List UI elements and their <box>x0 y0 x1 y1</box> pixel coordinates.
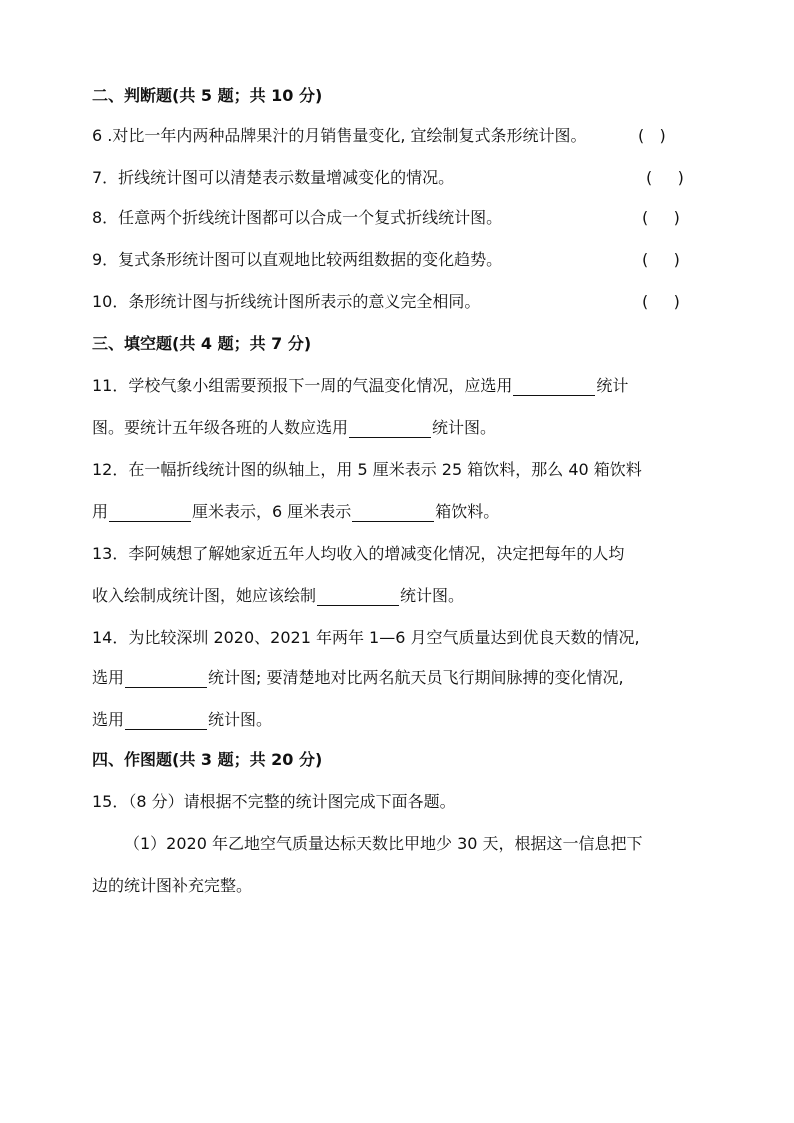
question-14-line-2 <box>92 668 624 688</box>
answer-paren-9[interactable]: ( ) <box>642 250 680 269</box>
question-15-sub1-line-2: 边的统计图补充完整。 <box>92 876 253 895</box>
answer-blank-13[interactable] <box>317 587 399 606</box>
question-7-text: 7．折线统计图可以清楚表示数量增减变化的情况。 <box>92 168 455 187</box>
question-6 <box>92 126 702 146</box>
question-6-text: 6 .对比一年内两种品牌果汁的月销售量变化, 宜绘制复式条形统计图。 <box>92 126 587 145</box>
question-14-text-d: 统计图。 <box>208 710 273 729</box>
question-14-line-1: 14．为比较深圳 2020、2021 年两年 1—6 月空气质量达到优良天数的情况, <box>92 628 640 647</box>
question-11-line-2 <box>92 418 496 438</box>
question-11-line-1 <box>92 376 628 396</box>
question-8-text: 8．任意两个折线统计图都可以合成一个复式折线统计图。 <box>92 208 503 227</box>
question-13-line-1: 13．李阿姨想了解她家近五年人均收入的增减变化情况，决定把每年的人均 <box>92 544 625 563</box>
question-12-line-2 <box>92 502 499 522</box>
question-14-text-a: 选用 <box>92 668 125 687</box>
question-15-sub1-line-1: （1）2020 年乙地空气质量达标天数比甲地少 30 天，根据这一信息把下 <box>124 834 643 853</box>
section-title-draw: 四、作图题(共 3 题；共 20 分) <box>92 750 323 769</box>
question-12-text-a: 用 <box>92 502 109 521</box>
question-10-text: 10．条形统计图与折线统计图所表示的意义完全相同。 <box>92 292 481 311</box>
section-title-judge: 二、判断题(共 5 题；共 10 分) <box>92 86 323 105</box>
question-7 <box>92 168 702 188</box>
question-13-line-2 <box>92 586 464 606</box>
question-14-line-3 <box>92 710 272 730</box>
answer-blank-11b[interactable] <box>349 419 431 438</box>
answer-paren-8[interactable]: ( ) <box>642 208 680 227</box>
question-11-text-d: 统计图。 <box>432 418 497 437</box>
question-12-line-1: 12．在一幅折线统计图的纵轴上，用 5 厘米表示 25 箱饮料，那么 40 箱饮料 <box>92 460 642 479</box>
question-12-text-c: 箱饮料。 <box>435 502 500 521</box>
question-9-text: 9．复式条形统计图可以直观地比较两组数据的变化趋势。 <box>92 250 503 269</box>
question-15: 15．（8 分）请根据不完整的统计图完成下面各题。 <box>92 792 456 811</box>
answer-paren-6[interactable]: ( ) <box>638 126 666 145</box>
answer-blank-14b[interactable] <box>125 711 207 730</box>
answer-blank-14a[interactable] <box>125 669 207 688</box>
question-14-text-c: 选用 <box>92 710 125 729</box>
question-8 <box>92 208 702 228</box>
question-13-text-b: 统计图。 <box>400 586 465 605</box>
question-12-text-b: 厘米表示，6 厘米表示 <box>192 502 352 521</box>
question-11-text-c: 图。要统计五年级各班的人数应选用 <box>92 418 349 437</box>
answer-paren-10[interactable]: ( ) <box>642 292 680 311</box>
answer-blank-11a[interactable] <box>513 377 595 396</box>
answer-blank-12a[interactable] <box>109 503 191 522</box>
question-11-text-b: 统计 <box>596 376 629 395</box>
question-13-text-a: 收入绘制成统计图，她应该绘制 <box>92 586 317 605</box>
answer-paren-7[interactable]: ( ) <box>646 168 684 187</box>
question-10 <box>92 292 702 312</box>
section-title-fill: 三、填空题(共 4 题；共 7 分) <box>92 334 312 353</box>
answer-blank-12b[interactable] <box>352 503 434 522</box>
question-11-text-a: 11．学校气象小组需要预报下一周的气温变化情况，应选用 <box>92 376 513 395</box>
question-14-text-b: 统计图; 要清楚地对比两名航天员飞行期间脉搏的变化情况, <box>208 668 624 687</box>
question-9 <box>92 250 702 270</box>
